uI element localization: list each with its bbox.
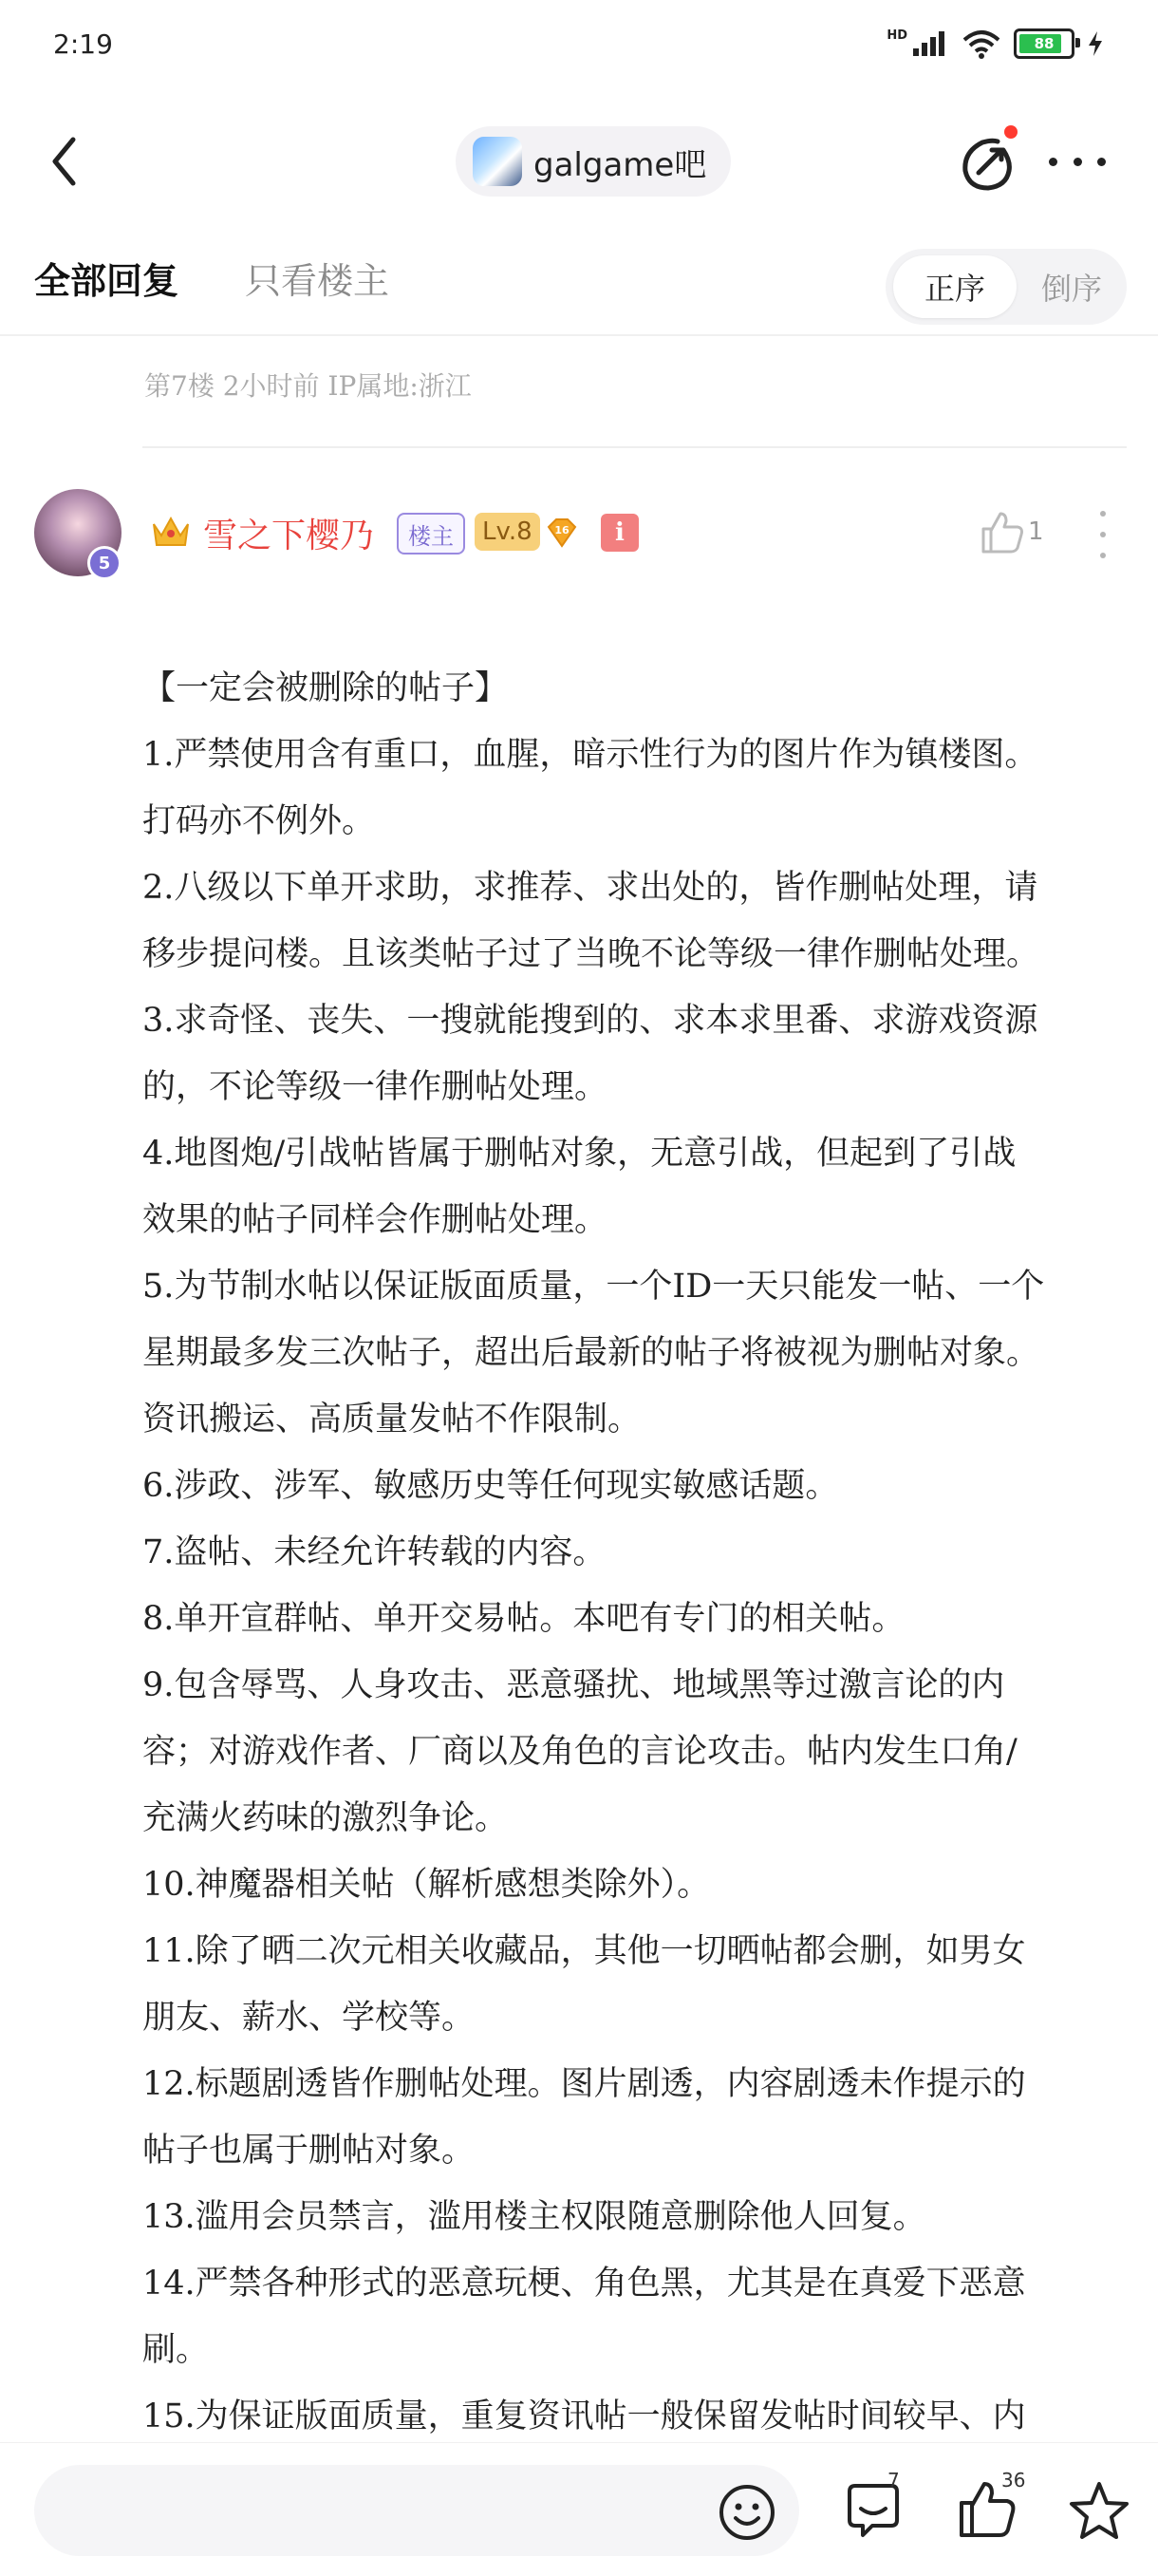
post-line: 效果的帖子同样会作删帖处理。	[142, 1201, 608, 1239]
forum-avatar	[473, 137, 522, 186]
more-dot	[1049, 158, 1057, 166]
post-line: 9.包含辱骂、人身攻击、恶意骚扰、地域黑等过激言论的内	[142, 1666, 1005, 1704]
post-line: 4.地图炮/引战帖皆属于删帖对象，无意引战，但起到了引战	[142, 1135, 1017, 1173]
signal-icon	[911, 29, 949, 58]
tab-all-replies[interactable]: 全部回复	[34, 260, 179, 302]
post-line: 7.盗帖、未经允许转载的内容。	[142, 1533, 607, 1571]
kebab-dot	[1100, 553, 1106, 558]
post-line: 14.严禁各种形式的恶意玩梗、角色黑，尤其是在真爱下恶意	[142, 2265, 1026, 2303]
post-line: 朋友、薪水、学校等。	[142, 1999, 476, 2037]
previous-floor-meta: 第7楼 2小时前 IP属地:浙江	[144, 370, 472, 402]
tabs-divider	[0, 334, 1158, 336]
more-dot	[1097, 158, 1106, 166]
post-line: 打码亦不例外。	[142, 802, 376, 840]
kebab-dot	[1100, 532, 1106, 537]
post-line: 12.标题剧透皆作删帖处理。图片剧透，内容剧透未作提示的	[142, 2065, 1026, 2103]
post-line: 15.为保证版面质量，重复资讯帖一般保留发帖时间较早、内	[142, 2397, 1026, 2435]
avatar-level-badge: 5	[87, 546, 121, 580]
post-like-button[interactable]	[978, 508, 1035, 561]
thumb-up-icon	[978, 508, 1027, 557]
info-badge[interactable]: i	[601, 514, 639, 552]
network-label: HD	[887, 28, 907, 43]
post-like-count: 1	[1028, 517, 1044, 546]
notification-dot	[1004, 125, 1018, 139]
battery-level: 88	[1034, 35, 1055, 52]
favorite-button[interactable]	[1066, 2478, 1132, 2545]
post-line: 星期最多发三次帖子，超出后最新的帖子将被视为删帖对象。	[142, 1334, 1040, 1372]
more-dot	[1074, 158, 1082, 166]
post-line: 3.求奇怪、丧失、一搜就能搜到的、求本求里番、求游戏资源	[142, 1002, 1038, 1040]
post-body	[142, 655, 1130, 2450]
post-line: 5.为节制水帖以保证版面质量，一个ID一天只能发一帖、一个	[142, 1268, 1045, 1306]
username[interactable]: 雪之下樱乃	[203, 517, 375, 555]
post-line: 13.滥用会员禁言，滥用楼主权限随意删除他人回复。	[142, 2198, 926, 2236]
forum-pill[interactable]	[456, 126, 731, 197]
post-line: 6.涉政、涉军、敏感历史等任何现实敏感话题。	[142, 1467, 839, 1505]
comment-count: 7	[887, 2469, 900, 2491]
emoji-button[interactable]	[717, 2482, 777, 2543]
sort-desc-button[interactable]: 倒序	[1040, 271, 1102, 307]
post-line: 容；对游戏作者、厂商以及角色的言论攻击。帖内发生口角/	[142, 1733, 1018, 1771]
level-badge: Lv.8	[475, 513, 540, 551]
post-line: 1.严禁使用含有重口，血腥，暗示性行为的图片作为镇楼图。	[142, 736, 1038, 774]
post-line: 帖子也属于删帖对象。	[142, 2132, 476, 2170]
chevron-left-icon	[50, 136, 79, 187]
battery-icon	[1014, 28, 1074, 59]
post-line: 8.单开宣群帖、单开交易帖。本吧有专门的相关帖。	[142, 1600, 906, 1638]
status-icons	[887, 28, 1105, 59]
post-more-button[interactable]	[1096, 511, 1110, 558]
edit-button[interactable]	[954, 131, 1020, 197]
floor-divider	[142, 446, 1127, 448]
tab-owner-only[interactable]: 只看楼主	[245, 260, 390, 302]
owner-badge: 楼主	[397, 513, 465, 555]
edit-icon	[954, 131, 1020, 197]
gem-level: 16	[554, 524, 570, 536]
more-button[interactable]	[1049, 138, 1106, 185]
crown-icon	[150, 513, 192, 551]
post-line: 10.神魔器相关帖（解析感想类除外）。	[142, 1866, 711, 1904]
post-line: 的，不论等级一律作删帖处理。	[142, 1068, 608, 1106]
post-line: 充满火药味的激烈争论。	[142, 1799, 509, 1837]
post-line: 刷。	[142, 2331, 210, 2369]
wifi-icon	[961, 28, 1002, 59]
thumb-up-count: 36	[1001, 2469, 1026, 2491]
sort-asc-button[interactable]: 正序	[893, 255, 1017, 318]
post-line: 11.除了晒二次元相关收藏品，其他一切晒帖都会删，如男女	[142, 1932, 1026, 1970]
gem-icon	[543, 516, 581, 550]
back-button[interactable]	[38, 123, 91, 199]
post-line: 【一定会被删除的帖子】	[142, 669, 509, 707]
post-line: 2.八级以下单开求助，求推荐、求出处的，皆作删帖处理，请	[142, 869, 1038, 907]
charging-icon	[1086, 29, 1105, 58]
forum-name: galgame吧	[533, 145, 707, 184]
sort-toggle	[886, 249, 1127, 325]
post-line: 资讯搬运、高质量发帖不作限制。	[142, 1401, 642, 1438]
star-icon	[1066, 2478, 1132, 2545]
kebab-dot	[1100, 511, 1106, 517]
status-time: 2:19	[53, 28, 113, 60]
post-line: 移步提问楼。且该类帖子过了当晚不论等级一律作删帖处理。	[142, 935, 1040, 973]
emoji-icon	[717, 2482, 777, 2543]
reply-input[interactable]	[34, 2465, 799, 2556]
